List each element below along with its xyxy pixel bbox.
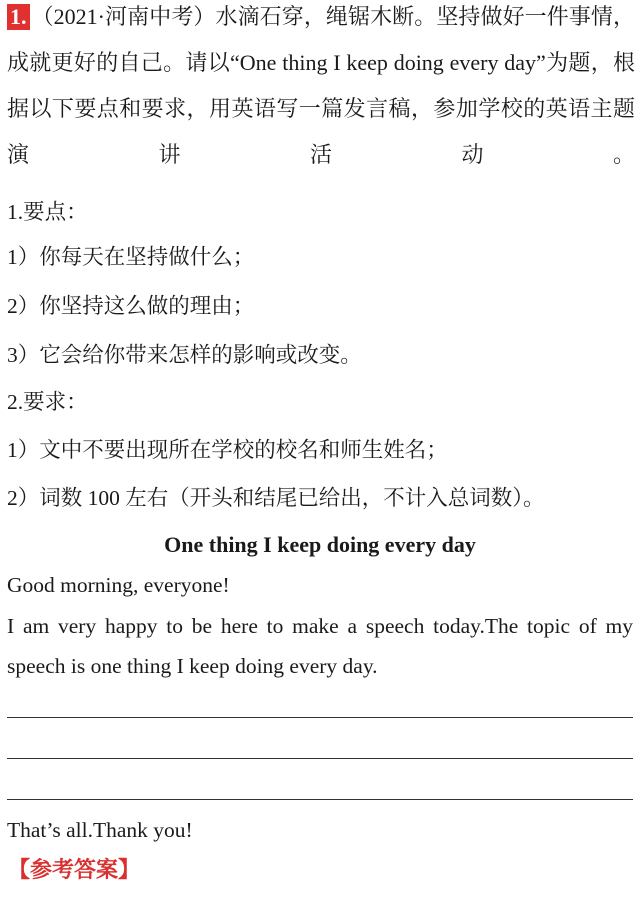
essay-greeting: Good morning, everyone!: [7, 573, 230, 597]
writing-line: [7, 758, 633, 759]
writing-line: [7, 717, 633, 718]
requirements-heading: 2.要求：: [7, 390, 88, 414]
essay-closing: That’s all.Thank you!: [7, 818, 193, 842]
points-heading: 1.要点：: [7, 200, 88, 224]
question-prompt: [7, 0, 635, 178]
requirements-item: 1）文中不要出现所在学校的校名和师生姓名；: [7, 438, 448, 462]
question-prompt-text: （2021·河南中考）水滴石穿，绳锯木断。坚持做好一件事情，成就更好的自己。请以“One thing I keep doing every day”为题，根据以下要点和要求，用英语写一篇发言稿，参加学校的英语主题演讲活动。: [7, 4, 635, 167]
answer-label: 【参考答案】: [8, 858, 141, 883]
writing-line: [7, 799, 633, 800]
points-item: 1）你每天在坚持做什么；: [7, 245, 255, 269]
essay-title: One thing I keep doing every day: [164, 532, 476, 557]
question-number-badge: 1.: [7, 4, 30, 30]
points-item: 3）它会给你带来怎样的影响或改变。: [7, 343, 362, 367]
requirements-item: 2）词数 100 左右（开头和结尾已给出，不计入总词数）。: [7, 486, 545, 510]
essay-opening: I am very happy to be here to make a speech today.The topic of my speech is one thing I keep doing every day.: [7, 614, 633, 678]
points-item: 2）你坚持这么做的理由；: [7, 294, 255, 318]
